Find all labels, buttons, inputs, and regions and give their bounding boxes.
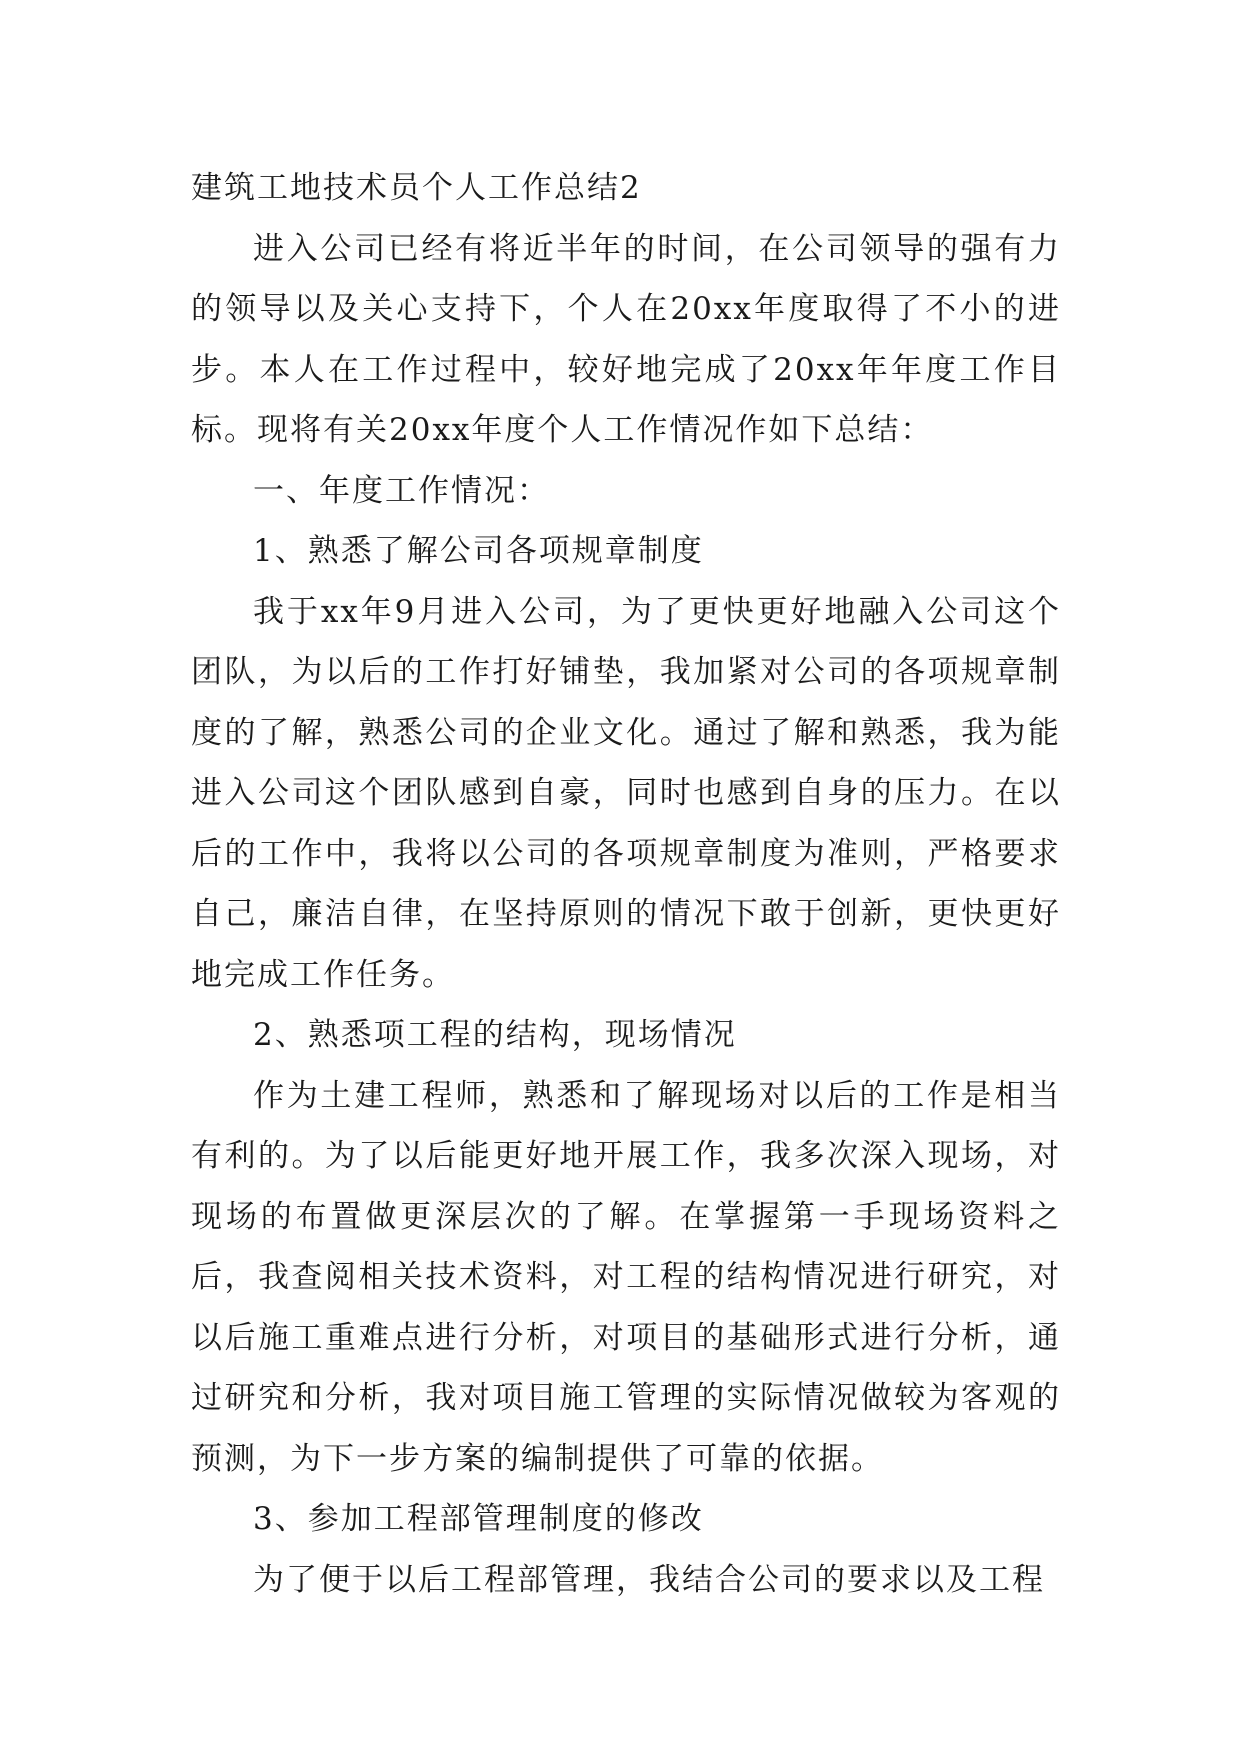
document-title: 建筑工地技术员个人工作总结2	[191, 170, 642, 206]
section-heading: 一、年度工作情况：	[253, 472, 550, 509]
subsection-heading: 2、熟悉项工程的结构，现场情况	[253, 1017, 737, 1053]
document-body	[191, 158, 1061, 1610]
body-paragraph: 作为土建工程师，熟悉和了解现场对以后的工作是相当有利的。为了以后能更好地开展工作，我多次深入现场，对现场的布置做更深层次的了解。在掌握第一手现场资料之后，我查阅相关技术资料，对工程的结构情况进行研究，对以后施工重难点进行分析，对项目的基础形式进行分析，通过研究和分析，我对项目施工管理的实际情况做较为客观的预测，为下一步方案的编制提供了可靠的依据。	[191, 1077, 1061, 1477]
subsection-heading: 3、参加工程部管理制度的修改	[253, 1501, 704, 1537]
body-paragraph: 为了便于以后工程部管理，我结合公司的要求以及工程	[253, 1561, 1045, 1598]
subsection-heading: 1、熟悉了解公司各项规章制度	[253, 533, 704, 569]
intro-paragraph: 进入公司已经有将近半年的时间，在公司领导的强有力的领导以及关心支持下，个人在20xx年度取得了不小的进步。本人在工作过程中，较好地完成了20xx年年度工作目标。现将有关20xx年度个人工作情况作如下总结：	[191, 230, 1061, 448]
body-paragraph: 我于xx年9月进入公司，为了更快更好地融入公司这个团队，为以后的工作打好铺垫，我加紧对公司的各项规章制度的了解，熟悉公司的企业文化。通过了解和熟悉，我为能进入公司这个团队感到自豪，同时也感到自身的压力。在以后的工作中，我将以公司的各项规章制度为准则，严格要求自己，廉洁自律，在坚持原则的情况下敢于创新，更快更好地完成工作任务。	[191, 593, 1061, 993]
